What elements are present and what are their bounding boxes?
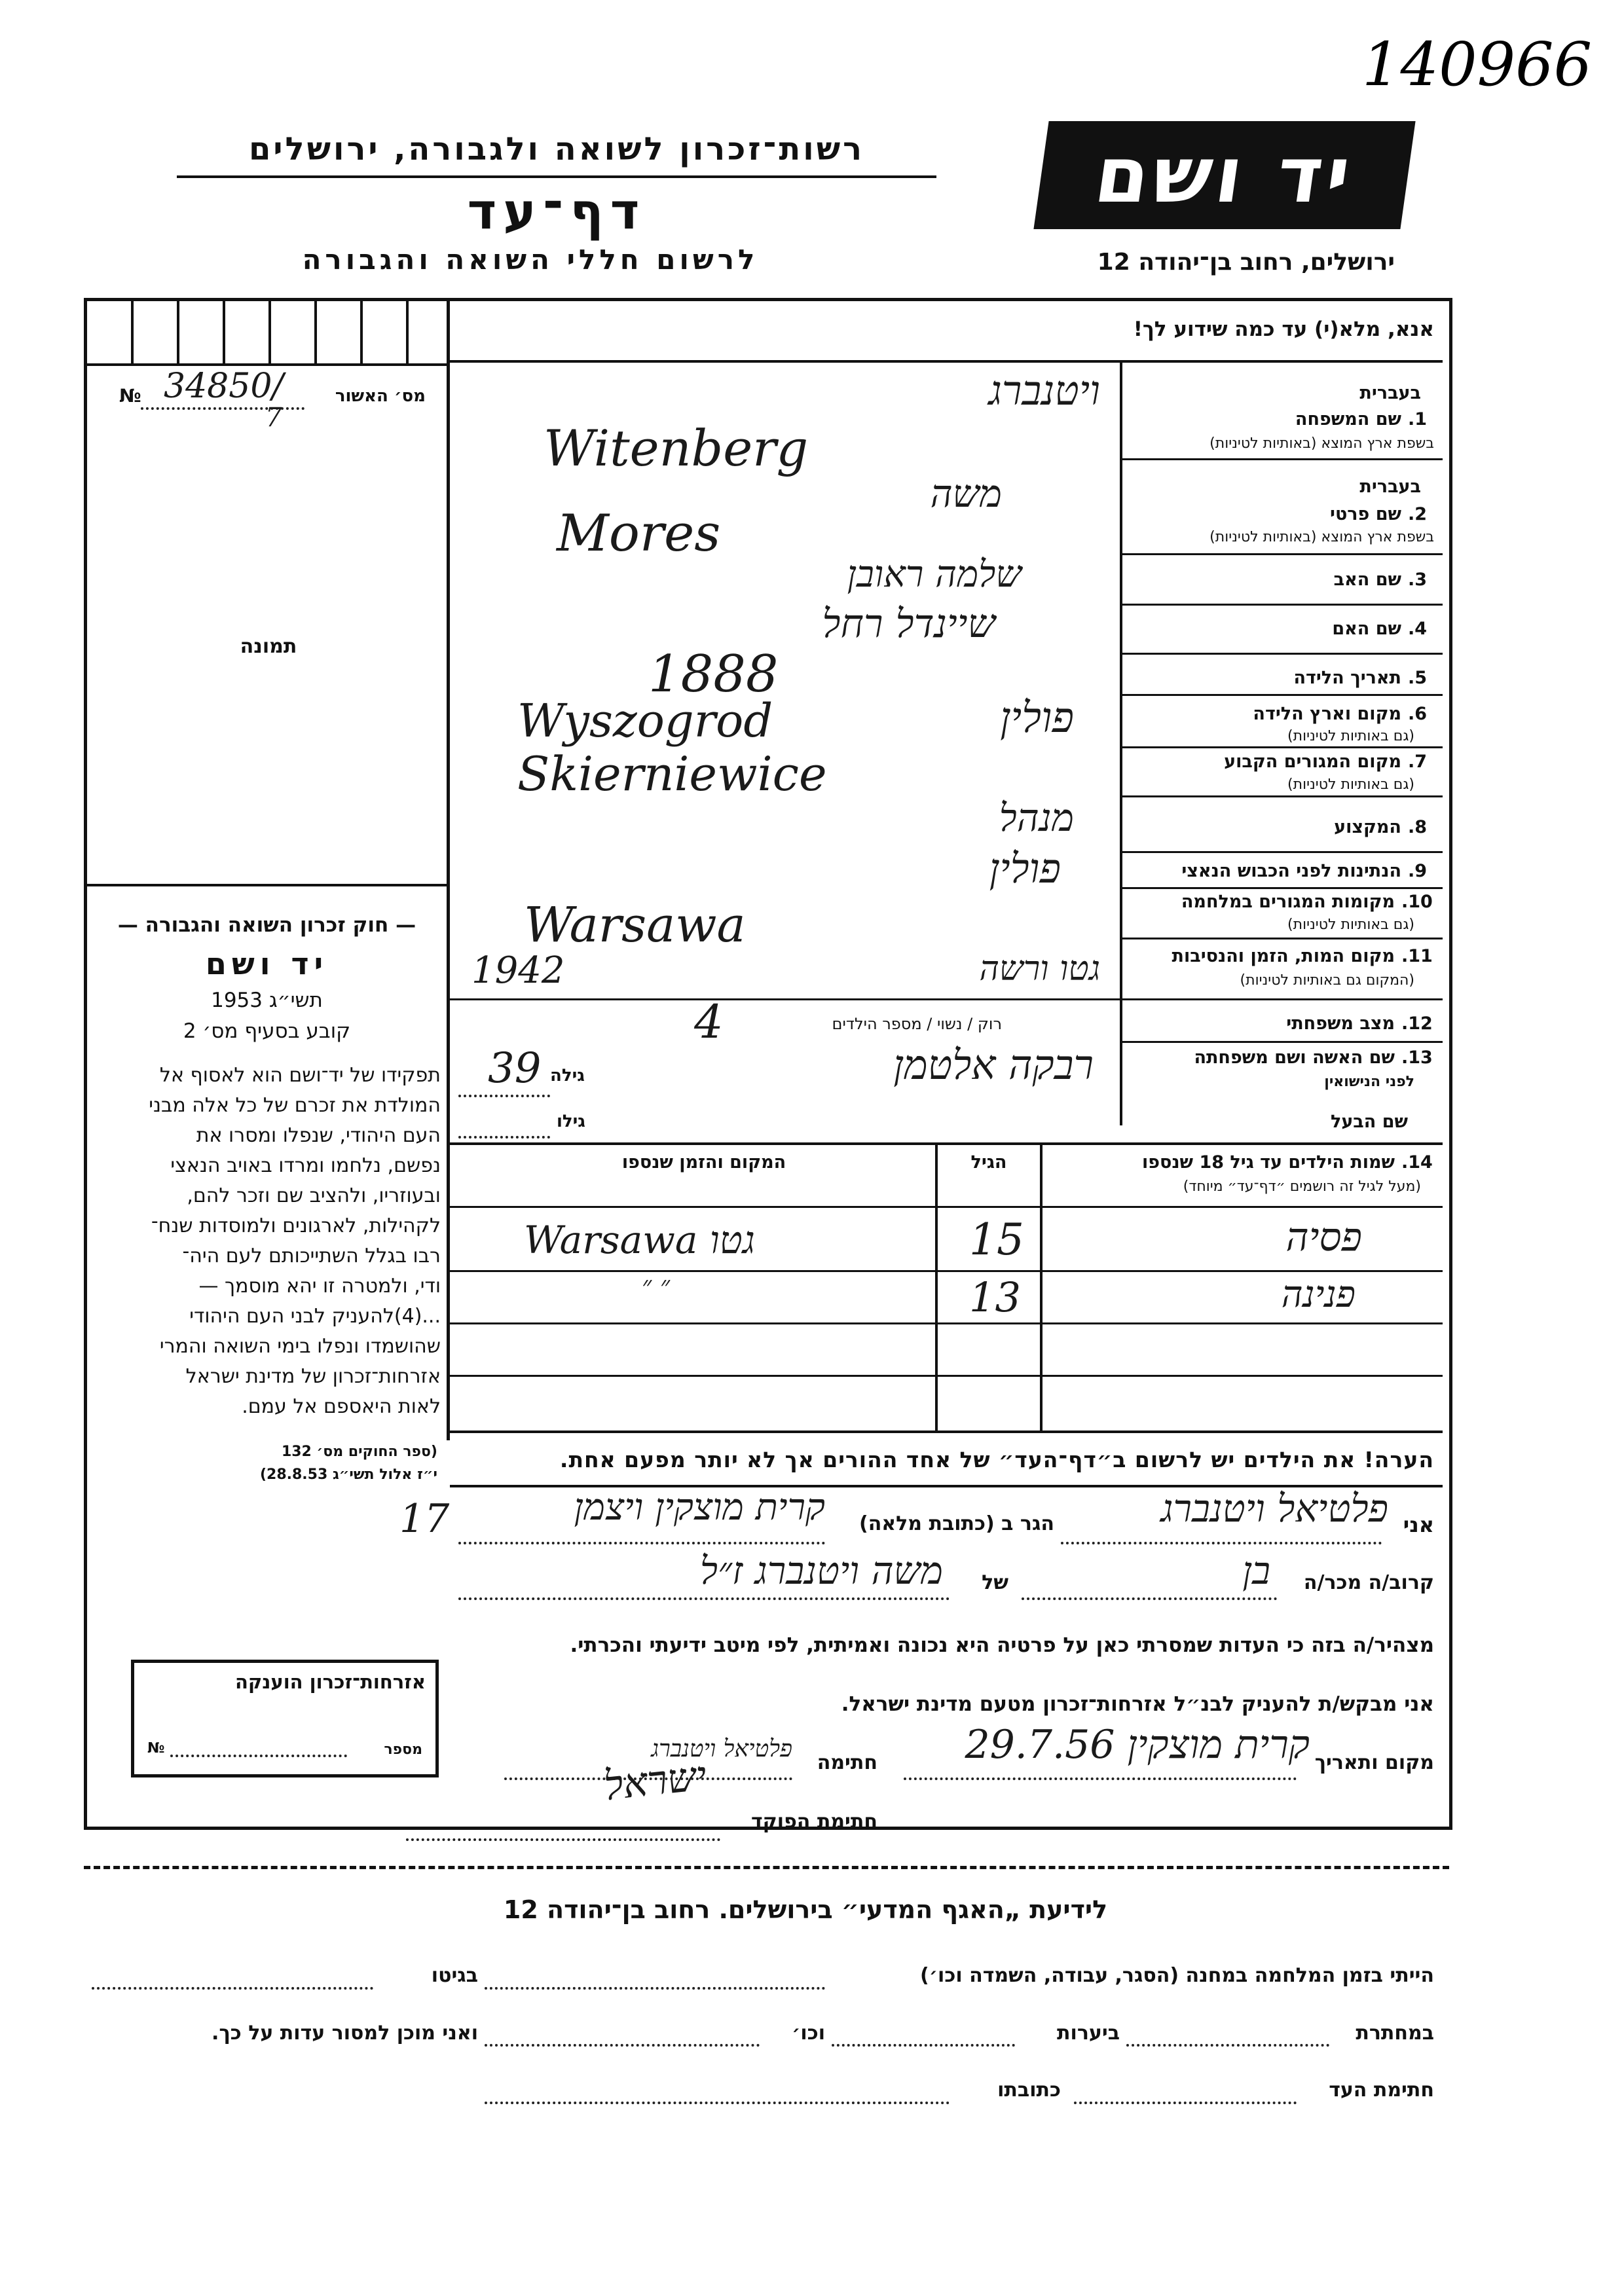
footer-line1-suffix: בגיטו: [431, 1964, 478, 1987]
box-divider: [177, 301, 179, 363]
row-line: [1122, 746, 1443, 748]
field-1-in-hebrew: בעברית: [1359, 383, 1421, 403]
row-line: [1122, 1041, 1443, 1043]
row-line: [1122, 653, 1443, 655]
field-6-label: מקום וארץ הלידה: [1253, 704, 1401, 724]
submitter-signature: פלטיאל ויטנברג: [651, 1736, 792, 1762]
husband-age-line: [458, 1136, 550, 1139]
address-line: [458, 1542, 825, 1544]
field-2-value-hebrew: משה: [930, 471, 1002, 516]
field-8-value: מנהל: [999, 795, 1074, 840]
field-13-value: רבקה אלטמן: [893, 1041, 1094, 1089]
photo-label: תמונה: [240, 635, 297, 658]
child-place: Warsawa גטו: [524, 1218, 755, 1262]
row-line: [450, 1270, 1443, 1272]
field-6-sub: (גם באותיות לטיניות): [1287, 728, 1414, 744]
memorial-citizenship-box: [131, 1660, 439, 1777]
decl-i-label: אני: [1403, 1512, 1434, 1537]
field-1-num: 1.: [1408, 409, 1428, 429]
memorial-box-number-line: [170, 1755, 347, 1757]
left-column-divider: [447, 301, 450, 1440]
row-line: [1122, 694, 1443, 696]
field-7-sub: (גם באותיות לטיניות): [1287, 776, 1414, 793]
field-11-value-hebrew: גטו ורשה: [979, 949, 1100, 989]
submitter-address-extra: 17: [399, 1496, 450, 1542]
authority-name: רשות־זכרון לשואה ולגבורה, ירושלים: [248, 131, 865, 168]
law-line: לאות היאספם אל עמם.: [242, 1395, 441, 1418]
field-6-value-hebrew: פולין: [1000, 694, 1074, 742]
form-title: דף־עד: [467, 182, 646, 240]
row-line: [1122, 553, 1443, 555]
field-4-value: שיינדל רחל: [822, 601, 995, 647]
instructions-line: [450, 360, 1443, 363]
box-divider: [223, 301, 225, 363]
relation-value: בן: [1242, 1548, 1270, 1593]
footer-notice: לידיעת „האגף המדעי״ בירושלים. רחוב בן־יהודה 12: [503, 1895, 1108, 1924]
row-line: [1122, 795, 1443, 797]
husband-age-label: גילו: [557, 1112, 585, 1131]
field-7-value: Skierniewice: [517, 746, 827, 801]
field-2-label: שם פרטי: [1330, 504, 1401, 524]
field-7-num: 7.: [1408, 752, 1428, 772]
place-date-line: [904, 1777, 1297, 1780]
field-2-in-hebrew: בעברית: [1359, 477, 1421, 497]
field-4-num: 4.: [1408, 619, 1428, 639]
form-subtitle: לרשום חללי השואה והגבורה: [302, 244, 759, 276]
child-age: 13: [969, 1273, 1021, 1321]
field-12-children-count: 4: [694, 995, 724, 1049]
field-11-sub: (המקום גם באותיות לטיניות): [1240, 972, 1414, 989]
decl-residing-label: הגר ב (כתובת מלאה): [858, 1512, 1054, 1535]
law-source-1: (ספר החוקים מס׳ 132: [281, 1444, 437, 1460]
footer-line2-b: ביערות: [1057, 2022, 1120, 2045]
header-address: ירושלים, רחוב בן־יהודה 12: [1097, 249, 1395, 276]
row-line: [450, 1206, 1443, 1208]
field-1-sub: בשפת ארץ המוצא (באותיות לטיניות): [1209, 435, 1434, 452]
footer-line2-blank-c: [485, 2044, 760, 2047]
field-2-sub: בשפת ארץ המוצא (באותיות לטיניות): [1209, 529, 1434, 545]
law-line: שהושמדו ונפלו בימי השואה והמרי: [159, 1335, 441, 1358]
yad-vashem-logo: [1033, 121, 1415, 229]
box-divider: [268, 301, 271, 363]
footer-line1-blank-2: [92, 1987, 373, 1990]
box-divider: [131, 301, 134, 363]
relation-line: [1022, 1597, 1277, 1600]
row-line: [450, 1430, 1443, 1433]
decl-relative-label: קרוב/ה מכר/ה: [1303, 1571, 1434, 1594]
field-9-value: פולין: [989, 845, 1061, 892]
field-10-sub: (גם באותיות לטיניות): [1287, 917, 1414, 933]
field-13-label: שם האשה ושם משפחתה: [1194, 1048, 1395, 1068]
footer-line3-a: חתימת העד: [1329, 2079, 1434, 2102]
photo-bottom-line: [87, 884, 449, 886]
field-5-value: 1888: [648, 645, 779, 704]
approval-no-prefix: №: [119, 385, 141, 407]
field-8-num: 8.: [1408, 817, 1428, 837]
law-line: נפשם, נלחמו ומרדו באויב הנאצי: [170, 1154, 441, 1177]
memorial-box-number-label: מספר: [384, 1741, 422, 1758]
law-line: העם היהודי, שנפלו ומסרו את: [196, 1124, 441, 1147]
law-line: המולדת את זכרם של כל אלה מבני: [149, 1094, 441, 1117]
law-line: אזרחות־זכרון של מדינת ישראל: [185, 1365, 441, 1388]
footer-line3-blank-b: [485, 2102, 950, 2104]
field-2-value-latin: Mores: [557, 504, 721, 563]
field-11-label: מקום המות, הזמן והנסיבות: [1172, 946, 1395, 966]
law-line: ובעוזריו, ולהציב שם וזכר להם,: [187, 1184, 441, 1207]
child-name: פנינה: [1281, 1273, 1356, 1316]
approval-label: מס׳ האשור: [335, 386, 426, 406]
law-text: [97, 1061, 441, 1422]
field-10-value: Warsawa: [524, 897, 746, 953]
field-2-num: 2.: [1408, 504, 1428, 524]
law-line: ודי, ולמטרה זו יהא מוסמך —: [198, 1275, 441, 1298]
label-column-divider: [1120, 363, 1122, 1125]
decl-declares: מצהיר/ה בזה כי העדות שמסרתי כאן על פרטיה היא נכונה ואמיתית, לפי מיטב ידיעתי והכרתי.: [570, 1633, 1434, 1657]
field-8-label: המקצוע: [1334, 817, 1401, 837]
row-line: [450, 1142, 1443, 1145]
footer-line1-prefix: הייתי בזמן המלחמה במחנה (הסגר, עבודה, השמדה וכו׳): [920, 1964, 1434, 1987]
submitter-line: [1061, 1542, 1382, 1544]
officer-label: חתימת הפוקד: [751, 1810, 877, 1833]
field-6-num: 6.: [1408, 704, 1428, 724]
husband-label: שם הבעל: [1330, 1112, 1408, 1132]
field-11-value-year: 1942: [471, 949, 565, 992]
field-14-label: שמות הילדים עד גיל 18 שנספו: [1141, 1152, 1395, 1173]
field-9-num: 9.: [1408, 861, 1428, 881]
row-line: [1122, 887, 1443, 889]
law-line: ...(4)להעניק לבני העם היהודי: [189, 1305, 441, 1328]
deceased-line: [458, 1597, 950, 1600]
place-date-value: קרית מוצקין 29.7.56: [965, 1722, 1310, 1768]
field-5-num: 5.: [1408, 668, 1428, 688]
field-13-age-value: 39: [488, 1044, 542, 1093]
field-3-value: שלמה ראובן: [847, 553, 1022, 596]
approval-number: 34850/: [164, 367, 284, 406]
field-5-label: תאריך הלידה: [1293, 668, 1401, 688]
field-14-sub: (מעל לגיל זה רושמים ״דף־עד״ מיוחד): [1183, 1178, 1421, 1195]
row-line: [1122, 604, 1443, 606]
law-line: תפקידו של יד־ושם הוא לאסוף אל: [159, 1064, 441, 1087]
header-underline: [177, 175, 936, 178]
footer-line2-blank-a: [1126, 2044, 1329, 2047]
row-line: [450, 1375, 1443, 1377]
signature-label: חתימה: [817, 1751, 877, 1774]
law-source-2: י״ז אלול תשי״ג 28.8.53): [259, 1467, 437, 1483]
memorial-box-title: אזרחות־זכרון הוענקה: [234, 1671, 426, 1693]
officer-signature: ישראל: [601, 1751, 709, 1810]
row-line: [1122, 851, 1443, 853]
field-13-num: 13.: [1401, 1048, 1433, 1068]
child-place: ״ ״: [642, 1271, 671, 1301]
row-line: [1122, 458, 1443, 460]
law-name: יד ושם: [205, 946, 329, 981]
submitter-address: קרית מוצקין ויצמן: [574, 1486, 825, 1529]
row-line: [450, 998, 1443, 1000]
footer-line2-d: ואני מוכן למסור עדות על כך.: [212, 2022, 478, 2045]
deceased-value: משה ויטנברג ז״ל: [699, 1548, 943, 1593]
footer-line2-a: במחתרת: [1356, 2022, 1434, 2045]
law-line: לקהילות, לארגונים ולמוסדות שנח־: [151, 1214, 441, 1237]
children-col-divider: [935, 1145, 938, 1433]
field-10-num: 10.: [1401, 892, 1433, 912]
field-12-label: מצב משפחתי: [1286, 1013, 1395, 1034]
children-col-divider: [1040, 1145, 1043, 1433]
footer-line3-blank-a: [1074, 2102, 1297, 2104]
boxes-row-line: [87, 363, 449, 366]
officer-line: [406, 1838, 720, 1841]
law-clause: קובע בסעיף מס׳ 2: [183, 1019, 351, 1043]
law-title: — חוק זכרון השואה והגבורה —: [117, 913, 416, 937]
decl-of-label: של: [982, 1571, 1008, 1594]
field-11-num: 11.: [1401, 946, 1433, 966]
field-12-status-options: רוק / נשוי / מספר הילדים: [832, 1015, 1002, 1033]
decl-request: אני מבקש/ת להעניק לבנ״ל אזרחות־זכרון מטעם מדינת ישראל.: [841, 1692, 1434, 1716]
field-3-num: 3.: [1408, 570, 1428, 590]
field-14-num: 14.: [1401, 1152, 1433, 1173]
field-6-value-latin: Wyszogrod: [517, 694, 773, 748]
instructions: אנא, מלא(י) עד כמה שידוע לך!: [1133, 318, 1434, 341]
box-divider: [360, 301, 363, 363]
field-1-value-latin: Witenberg: [544, 419, 809, 477]
archive-number: 140966: [1362, 29, 1593, 100]
footer-separator: [84, 1866, 1449, 1872]
field-1-label: שם המשפחה: [1295, 409, 1401, 429]
row-line: [450, 1322, 1443, 1324]
field-4-label: שם האם: [1332, 619, 1401, 639]
footer-line3-b: כתובתו: [997, 2079, 1061, 2102]
field-10-label: מקומות המגורים במלחמה: [1181, 892, 1395, 912]
place-date-label: מקום ותאריך: [1314, 1751, 1434, 1774]
field-1-value-hebrew: ויטנברג: [988, 367, 1100, 414]
footer-line1-blank: [485, 1987, 825, 1990]
box-divider: [406, 301, 409, 363]
wife-age-line: [458, 1095, 550, 1097]
footer-line2-blank-b: [832, 2044, 1015, 2047]
field-9-label: הנתינות לפני הכבוש הנאצי: [1181, 861, 1401, 881]
children-note: הערה! את הילדים יש לרשום ב״דף־העד״ של אחד ההורים אך לא יותר מפעם אחת.: [559, 1447, 1434, 1472]
children-col-place: המקום והזמן שנספו: [621, 1152, 786, 1173]
row-line: [1122, 938, 1443, 939]
footer-line2-c: וכו׳: [792, 2022, 825, 2045]
submitter-name: פלטיאל ויטנברג: [1160, 1486, 1388, 1531]
law-line: רבו בגלל השתייכותם לעם היה־: [182, 1245, 441, 1267]
memorial-box-number-prefix: №: [147, 1740, 165, 1757]
field-13-age-label: גילה: [550, 1066, 585, 1085]
field-12-num: 12.: [1401, 1013, 1433, 1034]
approval-number-2: 7: [265, 403, 282, 433]
child-name: פסיה: [1285, 1214, 1362, 1260]
field-3-label: שם האב: [1333, 570, 1401, 590]
field-7-label: מקום המגורים הקבוע: [1224, 752, 1401, 772]
logo-text: יד ושם: [1089, 130, 1360, 220]
law-year: תשי״ג 1953: [211, 989, 323, 1012]
box-divider: [314, 301, 317, 363]
child-age: 15: [969, 1214, 1024, 1265]
field-13-sub: לפני הנישואין: [1324, 1074, 1414, 1090]
children-col-age: הגיל: [970, 1152, 1007, 1173]
